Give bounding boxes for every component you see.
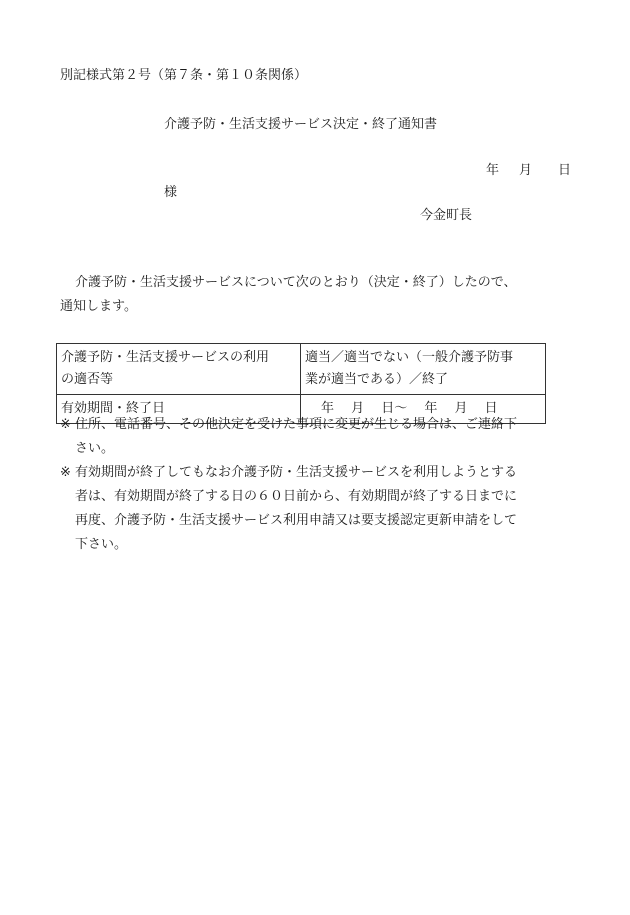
date-day-label: 日 (558, 163, 572, 178)
note-text-line: 有効期間が終了してもなお介護予防・生活支援サービスを利用しようとする (75, 465, 518, 480)
table-value-cell (301, 344, 546, 395)
addressee-suffix: 様 (164, 185, 178, 200)
body-text-line: 通知します。 (60, 299, 137, 314)
table-label-cell (57, 344, 301, 395)
cell-text-line: の適否等 (61, 372, 114, 387)
issuer-name: 今金町長 (420, 208, 473, 223)
validity-period-text: 年 月 日～ 年 月 日 (321, 401, 498, 416)
note-text-line: 再度、介護予防・生活支援サービス利用申請又は要支援認定更新申請をして (75, 513, 518, 528)
cell-text-line: 業が適当である）／終了 (305, 372, 449, 387)
cell-text-line: 介護予防・生活支援サービスの利用 (61, 350, 270, 365)
note-text (75, 413, 575, 461)
note-text (75, 461, 575, 557)
note-item (60, 413, 575, 461)
date-year-label: 年 (486, 163, 500, 178)
document-title: 介護予防・生活支援サービス決定・終了通知書 (164, 117, 438, 132)
notes-section (60, 413, 575, 557)
note-mark: ※ (60, 465, 71, 480)
note-text-line: 住所、電話番号、その他決定を受けた事項に変更が生じる場合は、ご連絡下 (75, 417, 518, 432)
note-text-line: 下さい。 (75, 537, 128, 552)
note-item (60, 461, 575, 557)
cell-text-line: 有効期間・終了日 (61, 401, 166, 416)
note-mark: ※ (60, 417, 71, 432)
info-table (56, 343, 546, 424)
note-text-line: 者は、有効期間が終了する日の６０日前から、有効期間が終了する日までに (75, 489, 518, 504)
note-text-line: さい。 (75, 441, 115, 456)
cell-text-line: 適当／適当でない（一般介護予防事 (305, 350, 514, 365)
date-month-label: 月 (519, 163, 533, 178)
table-row (57, 344, 546, 395)
form-number: 別記様式第２号（第７条・第１０条関係） (60, 68, 308, 83)
body-text-line: 介護予防・生活支援サービスについて次のとおり（決定・終了）したので、 (75, 275, 517, 290)
